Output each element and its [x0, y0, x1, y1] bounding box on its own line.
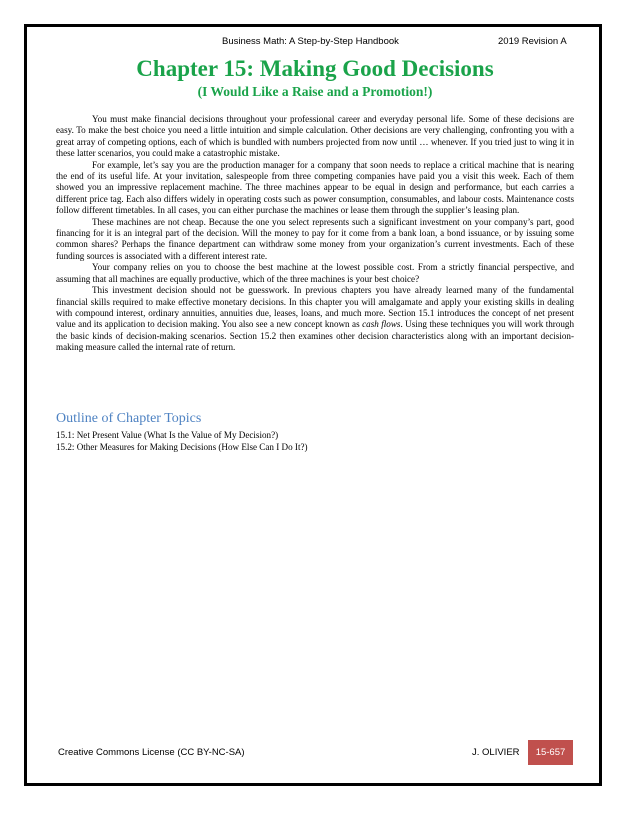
intro-paragraph-3: These machines are not cheap. Because the one you select represents such a significant investment on your company’s part, good financing for it is an integral part of the decision. Will the money to pay for it come from a bank loan, a bond issuance, or by issuing some common shares? Perhaps the finance department can withdraw some money from your organization’s current investments. Each of these funding sources is associated with a different interest rate. — [56, 216, 574, 261]
outline-item-15-2[interactable]: 15.2: Other Measures for Making Decisions (How Else Can I Do It?) — [56, 442, 308, 452]
chapter-subtitle: (I Would Like a Raise and a Promotion!) — [197, 84, 433, 99]
author-name: J. OLIVIER — [472, 747, 520, 758]
outline-topics-list — [56, 429, 308, 453]
page-header — [0, 36, 630, 50]
cash-flows-term: cash flows — [362, 319, 401, 330]
license-text: Creative Commons License (CC BY-NC-SA) — [58, 747, 245, 758]
chapter-title: Chapter 15: Making Good Decisions — [136, 56, 494, 81]
paragraph-5-start: This investment decision should not be guesswork. In previous chapters you have already learned many of the fundamental financial skills required to make effective monetary decisions. In this chapter you will amalgamate and apply your existing skills in dealing with compound interest, ordinary annuities, annuities due, leases, loans, and much more. Section 15.1 introduces the concept of net present value and its application to decision making. You also see a new concept known as — [56, 285, 574, 330]
page-number-badge: 15-657 — [528, 740, 573, 765]
intro-paragraph-1: You must make financial decisions throughout your professional career and everyday personal life. Some of these decisions are easy. To make the best choice you need a little intuition and simple calculation. Other decisions are very challenging, confronting you with a great array of competing options, each of which is bundled with numbers projected from now until … whenever. If you tried just to wing it in these latter scenarios, you could make a catastrophic mistake. — [56, 114, 574, 159]
intro-paragraph-5 — [56, 285, 574, 353]
revision-label: 2019 Revision A — [498, 36, 567, 47]
outline-heading: Outline of Chapter Topics — [56, 411, 202, 426]
intro-paragraph-2: For example, let’s say you are the production manager for a company that soon needs to replace a critical machine that is nearing the end of its useful life. At your invitation, salespeople from three competing companies have paid you a visit this week. Each of them showed you an impressive replacement machine. The three machines appear to be equal in design and performance, but each carries a different price tag. Each also differs widely in operating costs such as power consumption, consumables, and labour costs. Maintenance costs follow different timetables. In all cases, you can either purchase the machines or lease them through the supplier’s leasing plan. — [56, 159, 574, 216]
page-footer — [0, 740, 630, 766]
chapter-introduction — [56, 114, 574, 354]
intro-paragraph-4: Your company relies on you to choose the best machine at the lowest possible cost. From a strictly financial perspective, and assuming that all machines are equally productive, which of the three machines is your best choice? — [56, 262, 574, 284]
outline-item-15-1[interactable]: 15.1: Net Present Value (What Is the Value of My Decision?) — [56, 430, 279, 440]
paragraph-5-end: . Using these techniques you will work through the basic kinds of decision-making scenarios. Section 15.2 then examines other decision characteristics along with an important decision-making measure called the internal rate of return. — [56, 319, 575, 353]
book-title: Business Math: A Step-by-Step Handbook — [222, 36, 399, 47]
